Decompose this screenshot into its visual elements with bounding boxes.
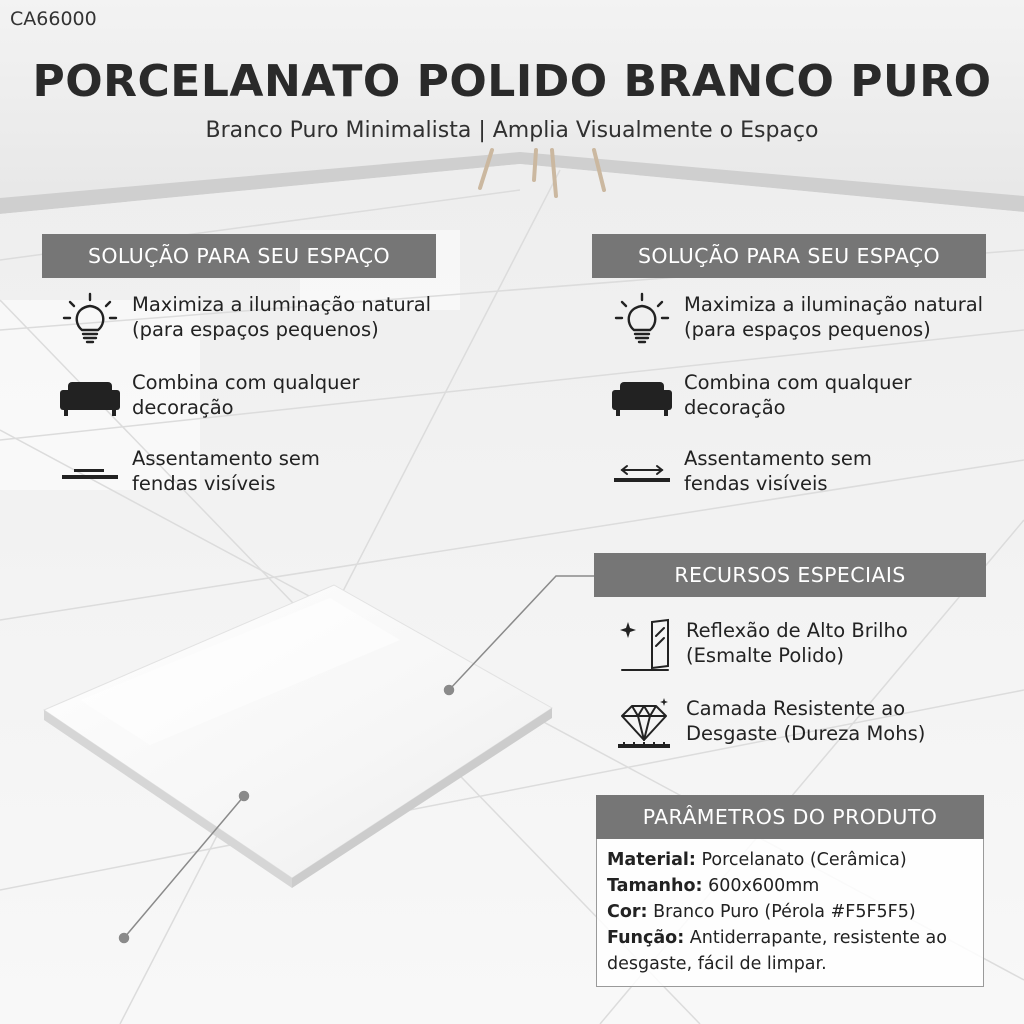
right-item-seamless-line2: fendas visíveis: [684, 472, 828, 495]
left-item-seamless-line1: Assentamento sem: [132, 447, 320, 470]
param-material-value: Porcelanato (Cerâmica): [701, 850, 907, 870]
page-title: PORCELANATO POLIDO BRANCO PURO: [32, 56, 992, 107]
seamless-tile-icon: [58, 446, 122, 502]
right-item-lighting: [610, 292, 984, 348]
right-item-decor-line2: decoração: [684, 396, 786, 419]
param-function: [607, 925, 973, 977]
param-function-label: Função:: [607, 928, 685, 948]
param-size: [607, 873, 973, 899]
param-size-value: 600x600mm: [708, 876, 820, 896]
sofa-icon: [58, 370, 122, 426]
right-item-decor: [610, 370, 984, 426]
feature-item-hardness-line1: Camada Resistente ao: [686, 697, 906, 720]
page-subtitle: Branco Puro Minimalista | Amplia Visualmente o Espaço: [205, 118, 819, 143]
right-solution-heading: SOLUÇÃO PARA SEU ESPAÇO: [592, 234, 986, 278]
right-item-decor-line1: Combina com qualquer: [684, 371, 912, 394]
diamond-icon: [612, 696, 676, 752]
left-item-seamless-line2: fendas visíveis: [132, 472, 276, 495]
param-color: [607, 899, 973, 925]
left-solution-heading: SOLUÇÃO PARA SEU ESPAÇO: [42, 234, 436, 278]
left-item-decor-line1: Combina com qualquer: [132, 371, 360, 394]
light-bulb-icon: [610, 292, 674, 348]
left-item-lighting-line2: (para espaços pequenos): [132, 318, 379, 341]
left-item-seamless: [58, 446, 432, 502]
feature-item-reflection-line2: (Esmalte Polido): [686, 644, 845, 667]
feature-item-reflection-line1: Reflexão de Alto Brilho: [686, 619, 908, 642]
right-item-seamless: [610, 446, 984, 502]
param-color-value: Branco Puro (Pérola #F5F5F5): [653, 902, 916, 922]
left-item-lighting-line1: Maximiza a iluminação natural: [132, 293, 432, 316]
right-item-lighting-line1: Maximiza a iluminação natural: [684, 293, 984, 316]
feature-item-hardness-line2: Desgaste (Dureza Mohs): [686, 722, 926, 745]
param-color-label: Cor:: [607, 902, 648, 922]
parameters-box: [596, 839, 984, 987]
seamless-arrow-icon: [610, 446, 674, 502]
param-function-value: Antiderrapante, resistente ao desgaste, fácil de limpar.: [607, 928, 947, 974]
reflection-sparkle-icon: [612, 618, 676, 674]
special-features-heading: RECURSOS ESPECIAIS: [594, 553, 986, 597]
feature-item-hardness: [612, 696, 986, 752]
left-item-decor: [58, 370, 432, 426]
right-item-seamless-line1: Assentamento sem: [684, 447, 872, 470]
light-bulb-icon: [58, 292, 122, 348]
param-material: [607, 847, 973, 873]
right-item-lighting-line2: (para espaços pequenos): [684, 318, 931, 341]
sofa-icon: [610, 370, 674, 426]
left-item-decor-line2: decoração: [132, 396, 234, 419]
param-material-label: Material:: [607, 850, 696, 870]
left-item-lighting: [58, 292, 432, 348]
parameters-heading: PARÂMETROS DO PRODUTO: [596, 795, 984, 839]
feature-item-reflection: [612, 618, 986, 674]
param-size-label: Tamanho:: [607, 876, 703, 896]
product-code: CA66000: [10, 8, 97, 30]
